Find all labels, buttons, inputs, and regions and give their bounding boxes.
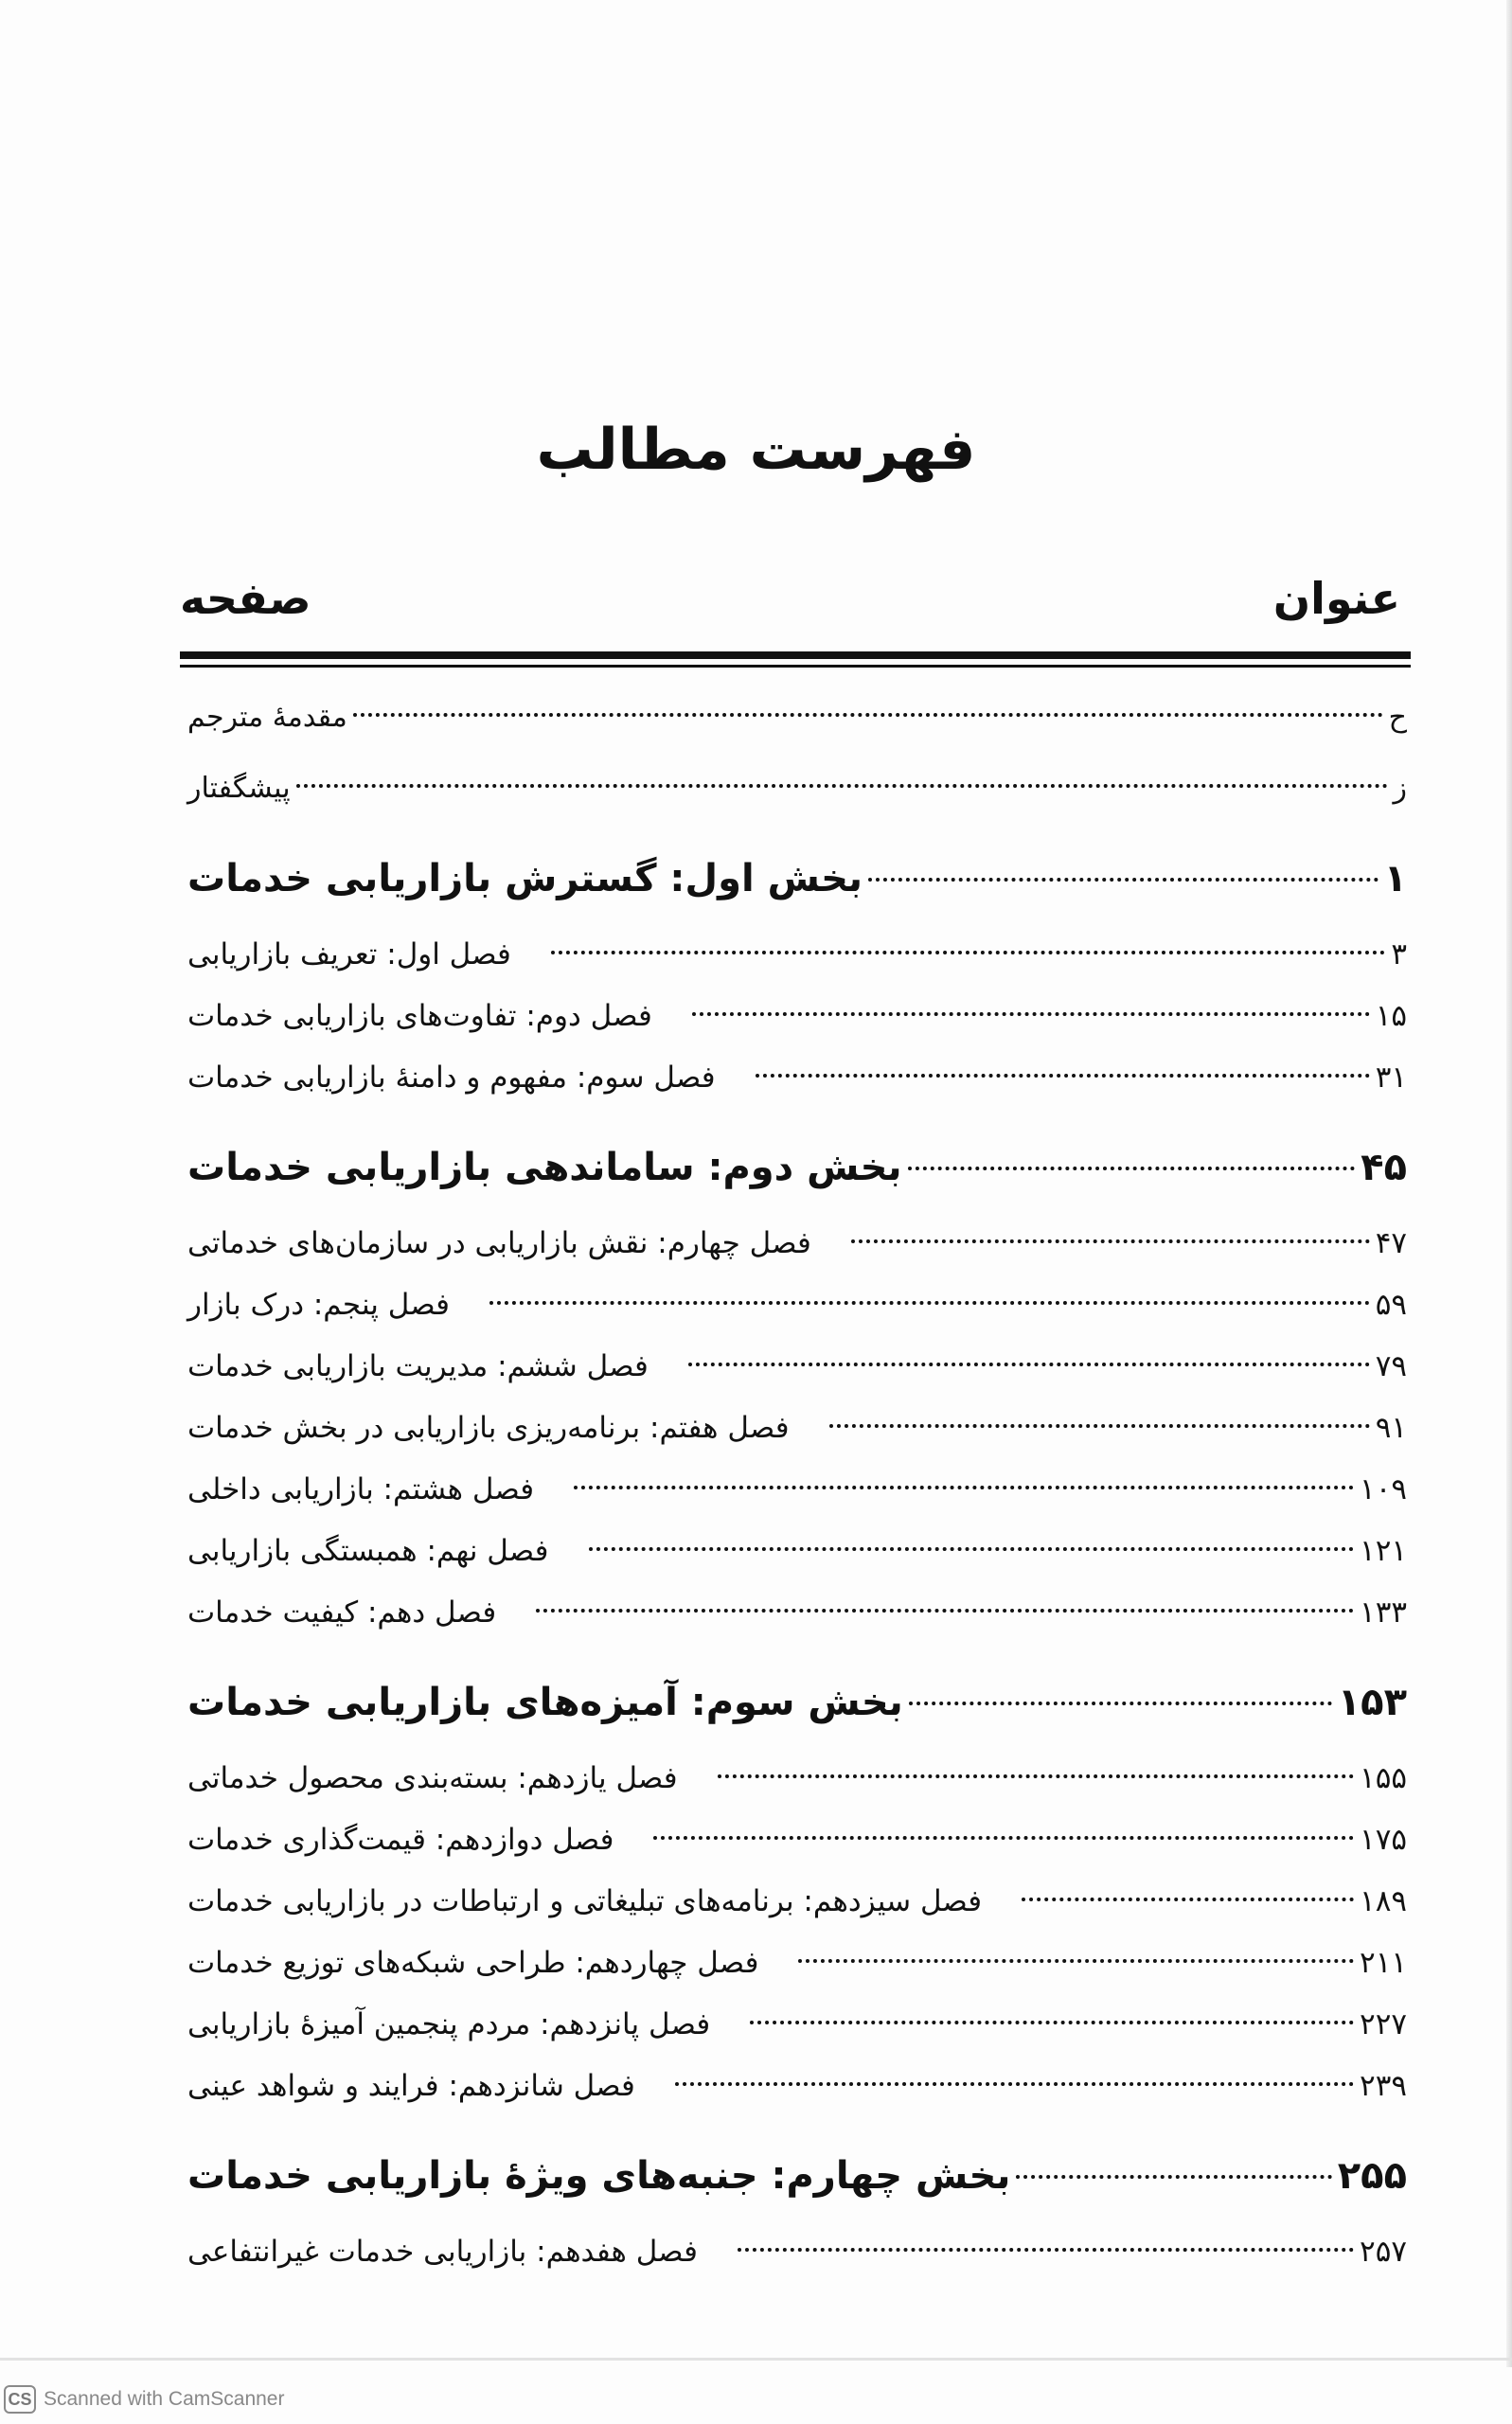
toc-entry-chap <box>180 1411 1411 1458</box>
toc-entry-title: فصل چهاردهم: طراحی شبکه‌های توزیع خدمات <box>187 1946 759 1980</box>
toc-entry-title: بخش اول: گسترش بازاریابی خدمات <box>187 857 863 900</box>
toc-entry-title: فصل پانزدهم: مردم پنجمین آمیزهٔ بازاریابی <box>187 2007 711 2041</box>
dot-leader <box>688 1363 1370 1366</box>
toc-entry-page-number: ۱۵ <box>1375 999 1407 1033</box>
toc-entry-chap <box>180 1226 1411 1274</box>
toc-entry-title: فصل چهارم: نقش بازاریابی در سازمان‌های خدماتی <box>187 1226 811 1260</box>
toc-entry-page-number: ۱۳۳ <box>1360 1595 1407 1630</box>
toc-entry-page-number: ۱ <box>1383 857 1407 900</box>
toc-entry-part <box>180 2154 1411 2201</box>
toc-entry-chap <box>180 1946 1411 1993</box>
toc-entry-title: فصل هشتم: بازاریابی داخلی <box>187 1472 535 1506</box>
toc-entry-title: مقدمهٔ مترجم <box>187 701 347 734</box>
watermark-text: Scanned with CamScanner <box>44 2388 285 2410</box>
dot-leader <box>750 2021 1354 2024</box>
dot-leader <box>692 1012 1370 1016</box>
dot-leader <box>653 1836 1354 1840</box>
page-edge <box>1506 0 1512 2367</box>
toc-entry-title: فصل ششم: مدیریت بازاریابی خدمات <box>187 1349 649 1383</box>
toc-entry-pre <box>180 772 1411 819</box>
toc-entry-chap <box>180 1595 1411 1643</box>
toc-entry-chap <box>180 1060 1411 1108</box>
dot-leader <box>675 2082 1354 2086</box>
column-header-page: صفحه <box>180 573 311 624</box>
toc-entry-chap <box>180 1823 1411 1870</box>
toc-entry-page-number: ۳۱ <box>1375 1060 1407 1095</box>
toc-entry-title: فصل یازدهم: بسته‌بندی محصول خدماتی <box>187 1761 678 1795</box>
toc-entry-page-number: ۴۷ <box>1375 1226 1407 1260</box>
dot-leader <box>756 1074 1370 1078</box>
scanner-watermark <box>4 2383 284 2415</box>
toc-entry-page-number: ۱۲۱ <box>1360 1534 1407 1568</box>
toc-entry-title: بخش دوم: ساماندهی بازاریابی خدمات <box>187 1146 902 1189</box>
toc-entry-chap <box>180 1761 1411 1809</box>
toc-entry-title: فصل سیزدهم: برنامه‌های تبلیغاتی و ارتباطات در بازاریابی خدمات <box>187 1884 983 1918</box>
header-rule-thick <box>180 651 1411 659</box>
toc-entry-title: فصل نهم: همبستگی بازاریابی <box>187 1534 549 1568</box>
toc-entry-title: فصل شانزدهم: فرایند و شواهد عینی <box>187 2069 635 2103</box>
toc-entry-chap <box>180 1884 1411 1932</box>
toc-entry-pre <box>180 701 1411 748</box>
dot-leader <box>536 1609 1354 1613</box>
toc-entry-page-number: ۱۵۵ <box>1360 1761 1407 1795</box>
toc-entry-part <box>180 1681 1411 1728</box>
dot-leader <box>908 1167 1356 1170</box>
dot-leader <box>1022 1898 1354 1901</box>
toc-entry-title: فصل دوازدهم: قیمت‌گذاری خدمات <box>187 1823 614 1857</box>
page-title: فهرست مطالب <box>536 417 976 483</box>
toc-entry-title: بخش چهارم: جنبه‌های ویژهٔ بازاریابی خدمات <box>187 2154 1011 2198</box>
dot-leader <box>296 784 1388 788</box>
toc-entry-title: پیشگفتار <box>187 772 291 805</box>
toc-entry-page-number: ح <box>1388 701 1407 734</box>
toc-entry-page-number: ۱۰۹ <box>1360 1472 1407 1506</box>
column-header-title: عنوان <box>1272 573 1400 624</box>
header-rule-thin <box>180 665 1411 668</box>
dot-leader <box>738 2248 1354 2252</box>
toc-entry-chap <box>180 1349 1411 1397</box>
toc-entry-page-number: ۱۷۵ <box>1360 1823 1407 1857</box>
toc-entry-title: فصل اول: تعریف بازاریابی <box>187 937 511 971</box>
toc-entry-chap <box>180 2235 1411 2282</box>
toc-entry-chap <box>180 2007 1411 2055</box>
toc-entry-chap <box>180 1288 1411 1335</box>
dot-leader <box>851 1239 1370 1243</box>
toc-entry-title: بخش سوم: آمیزه‌های بازاریابی خدمات <box>187 1681 903 1724</box>
toc-entry-chap <box>180 999 1411 1046</box>
dot-leader <box>718 1774 1354 1778</box>
camscanner-icon: CS <box>4 2385 36 2414</box>
toc-entry-title: فصل سوم: مفهوم و دامنهٔ بازاریابی خدمات <box>187 1060 716 1095</box>
toc-entry-page-number: ۹۱ <box>1375 1411 1407 1445</box>
toc-entry-chap <box>180 1534 1411 1581</box>
toc-entry-page-number: ۴۵ <box>1361 1146 1407 1189</box>
dot-leader <box>589 1547 1355 1551</box>
toc-entry-chap <box>180 1472 1411 1520</box>
page-bottom-edge <box>0 2358 1512 2361</box>
toc-entry-chap <box>180 2069 1411 2116</box>
toc-entry-page-number: ۷۹ <box>1375 1349 1407 1383</box>
toc-entry-part <box>180 857 1411 904</box>
dot-leader <box>829 1424 1370 1428</box>
dot-leader <box>574 1486 1354 1489</box>
toc-entry-title: فصل دوم: تفاوت‌های بازاریابی خدمات <box>187 999 652 1033</box>
toc-entry-chap <box>180 937 1411 985</box>
toc-entry-title: فصل پنجم: درک بازار <box>187 1288 450 1322</box>
toc-entry-part <box>180 1146 1411 1193</box>
dot-leader <box>551 951 1385 954</box>
toc-entry-title: فصل دهم: کیفیت خدمات <box>187 1595 497 1630</box>
dot-leader <box>353 713 1383 717</box>
toc-entry-page-number: ۱۸۹ <box>1360 1884 1407 1918</box>
toc-entry-title: فصل هفتم: برنامه‌ریزی بازاریابی در بخش خدمات <box>187 1411 790 1445</box>
dot-leader <box>1016 2175 1331 2179</box>
toc-entry-page-number: ۲۵۵ <box>1337 2154 1407 2198</box>
toc-entry-page-number: ۵۹ <box>1375 1288 1407 1322</box>
dot-leader <box>798 1959 1354 1963</box>
toc-entry-page-number: ۲۳۹ <box>1360 2069 1407 2103</box>
toc-entry-title: فصل هفدهم: بازاریابی خدمات غیرانتفاعی <box>187 2235 698 2269</box>
dot-leader <box>909 1702 1332 1705</box>
toc-entry-page-number: ۲۲۷ <box>1360 2007 1407 2041</box>
toc-entry-page-number: ۳ <box>1391 937 1407 971</box>
dot-leader <box>868 878 1379 882</box>
toc-entry-page-number: ۱۵۳ <box>1337 1681 1407 1724</box>
toc-entry-page-number: ۲۱۱ <box>1360 1946 1407 1980</box>
toc-entry-page-number: ز <box>1393 772 1407 805</box>
dot-leader <box>489 1301 1370 1305</box>
toc-entry-page-number: ۲۵۷ <box>1360 2235 1407 2269</box>
